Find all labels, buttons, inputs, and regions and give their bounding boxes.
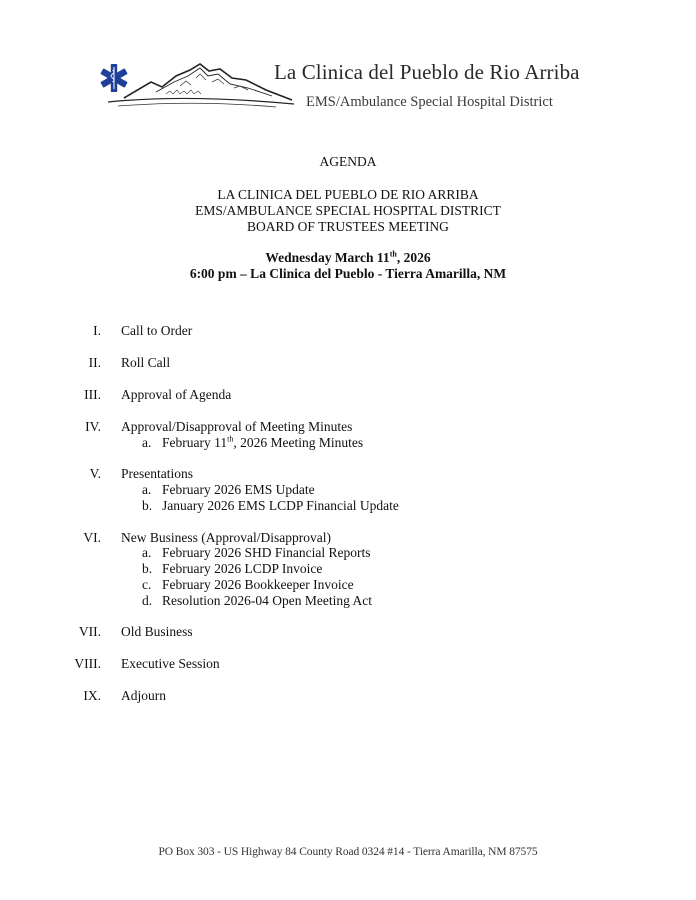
subitem-letter: c. [142,577,152,592]
agenda-numeral: I. [93,323,101,338]
subitem-label-ordinal: th [227,434,234,444]
agenda-subitem [0,482,696,498]
agenda-numeral: VI. [83,530,101,545]
agenda-item [0,355,696,373]
heading-line-meeting: BOARD OF TRUSTEES MEETING [247,219,449,234]
meeting-details [0,250,696,282]
meeting-date-suffix: , 2026 [396,250,431,265]
star-of-life-mountains-logo [96,58,296,110]
subitem-label: January 2026 EMS LCDP Financial Update [162,498,399,513]
agenda-label: Approval of Agenda [121,387,232,402]
agenda-numeral: III. [84,387,101,402]
agenda-item [0,387,696,405]
agenda-label: Call to Order [121,323,193,338]
subitem-label: February 2026 SHD Financial Reports [162,545,371,560]
organization-name: La Clinica del Pueblo de Rio Arriba [274,60,580,84]
agenda-label: Old Business [121,624,193,639]
agenda-numeral: II. [88,355,101,370]
heading-line-organization: LA CLINICA DEL PUEBLO DE RIO ARRIBA [217,187,479,202]
agenda-subitem [0,545,696,561]
subitem-label: February 2026 LCDP Invoice [162,561,323,576]
heading-line-district: EMS/AMBULANCE SPECIAL HOSPITAL DISTRICT [195,203,501,218]
agenda-numeral: VII. [78,624,101,639]
agenda-subitem [0,577,696,593]
agenda-label: Approval/Disapproval of Meeting Minutes [121,419,353,434]
agenda-label: New Business (Approval/Disapproval) [121,530,331,545]
subitem-letter: a. [142,545,152,560]
agenda-item [0,688,696,706]
agenda-label: Presentations [121,466,193,481]
subitem-letter: a. [142,482,152,497]
agenda-numeral: V. [89,466,101,481]
agenda-item [0,656,696,674]
agenda-subitem [0,435,696,451]
meeting-date-ordinal: th [389,249,397,259]
agenda-item [0,323,696,341]
agenda-numeral: IX. [83,688,101,703]
subitem-label: February 2026 EMS Update [162,482,315,497]
subitem-letter: d. [142,593,153,608]
subitem-letter: b. [142,561,153,576]
subitem-label: Resolution 2026-04 Open Meeting Act [162,593,372,608]
meeting-date-prefix: Wednesday March 11 [265,250,390,265]
meeting-date [0,250,696,266]
agenda-subitem [0,498,696,514]
agenda-subitem [0,561,696,577]
subitem-label-prefix: February 11 [162,435,228,450]
district-name: EMS/Ambulance Special Hospital District [306,94,553,110]
organization-heading [0,187,696,235]
subitem-label-suffix: , 2026 Meeting Minutes [233,435,364,450]
letterhead [96,56,616,116]
agenda-label: Roll Call [121,355,171,370]
agenda-title: AGENDA [319,154,377,169]
meeting-time-location: 6:00 pm – La Clinica del Pueblo - Tierra Amarilla, NM [189,266,507,281]
subitem-label: February 2026 Bookkeeper Invoice [162,577,354,592]
agenda-subitem [0,593,696,609]
subitem-letter: b. [142,498,153,513]
agenda-numeral: VIII. [74,656,101,671]
footer-address: PO Box 303 - US Highway 84 County Road 0324 #14 - Tierra Amarilla, NM 87575 [158,846,538,858]
agenda-label: Executive Session [121,656,220,671]
agenda-item [0,624,696,642]
agenda-label: Adjourn [121,688,166,703]
agenda-numeral: IV. [85,419,101,434]
subitem-label [162,435,363,451]
subitem-letter: a. [142,435,152,450]
